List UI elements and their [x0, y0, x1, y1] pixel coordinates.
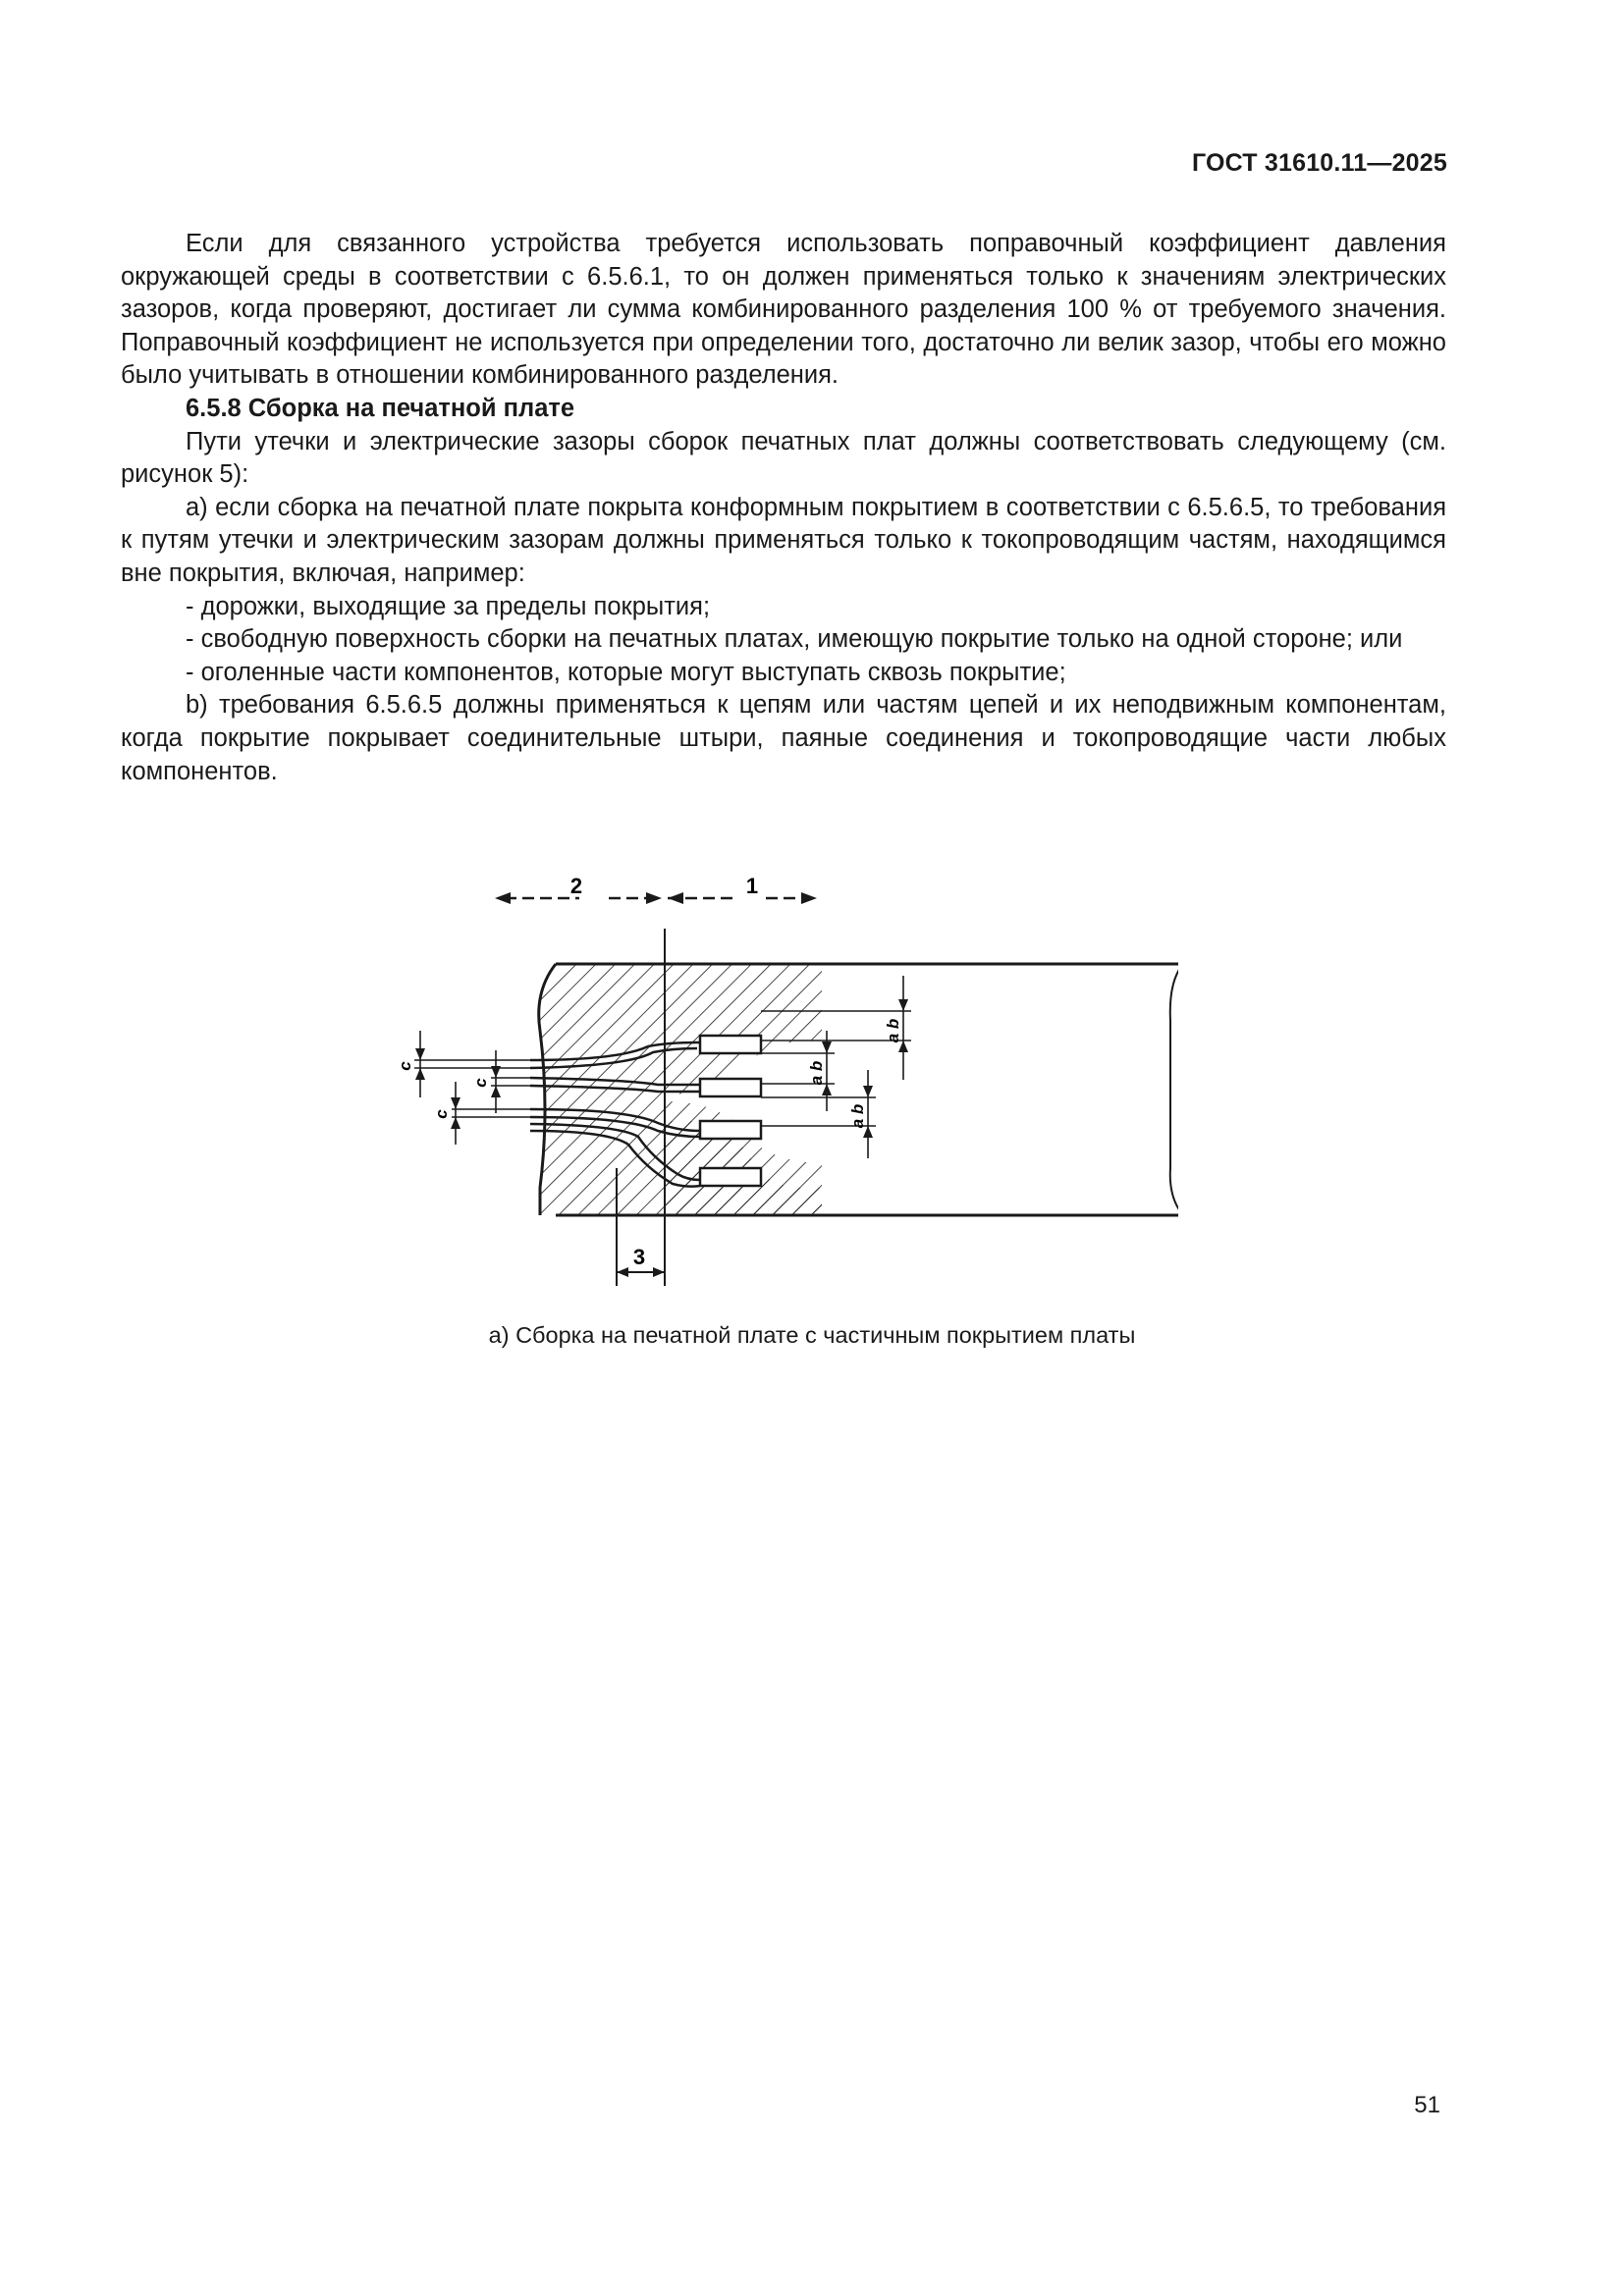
paragraph-pressure-correction: Если для связанного устройства требуется использовать поправочный коэффициент давления окружающей среды в соответствии с 6.5.6.1, то он должен применяться только к значениям электрических зазоров, когда проверяют, достигает ли сумма комбинированного разделения 100 % от требуемого значения. Поправочный коэффициент не используется при определении того, достаточно ли велик зазор, чтобы его можно было учитывать в отношении комбинированного разделения.: [121, 230, 1446, 390]
figure-caption: а) Сборка на печатной плате с частичным покрытием платы: [488, 1322, 1136, 1348]
label-c-1: c: [396, 1061, 414, 1071]
pad-1: [700, 1036, 761, 1053]
document-id-header: ГОСТ 31610.11—2025: [1191, 149, 1447, 177]
figure-pcb-partial-coating: [393, 874, 1178, 1286]
coated-area-upper: [665, 964, 822, 1095]
pcb-diagram: [393, 874, 1178, 1286]
label-ab-1: a b: [884, 1018, 902, 1043]
paragraph-item-a: a) если сборка на печатной плате покрыта конформным покрытием в соответствии с 6.5.6.5, то требования к путям утечки и электрическим зазорам должны применяться только к токопроводящим частям, находящимся вне покрытия, включая, например:: [121, 493, 1446, 587]
list-item-tracks: - дорожки, выходящие за пределы покрытия;: [186, 592, 711, 620]
pad-2: [700, 1079, 761, 1096]
label-zone-coated: 2: [569, 874, 583, 898]
pad-4: [700, 1168, 761, 1186]
body-text: [121, 228, 1446, 788]
paragraph-item-b: b) требования 6.5.6.5 должны применяться к цепям или частям цепей и их неподвижным компонентам, когда покрытие покрывает соединительные штыри, паяные соединения и токопроводящие части любых компонентов.: [121, 691, 1446, 785]
board-right-break: [1170, 964, 1178, 1215]
label-ab-2: a b: [807, 1060, 826, 1086]
pad-3: [700, 1121, 761, 1139]
label-ab-3: a b: [848, 1103, 867, 1129]
zone-arrows: [495, 892, 817, 904]
label-zone-distance: 3: [632, 1245, 646, 1269]
label-c-3: c: [432, 1109, 451, 1119]
label-c-2: c: [471, 1078, 490, 1088]
label-zone-uncoated: 1: [745, 874, 759, 898]
section-heading-6-5-8: 6.5.8 Сборка на печатной плате: [186, 394, 575, 422]
list-item-free-surface: - свободную поверхность сборки на печатных платах, имеющую покрытие только на одной стороне; или: [186, 625, 1403, 654]
coated-area: [539, 964, 822, 1215]
list-item-bare-parts: - оголенные части компонентов, которые могут выступать сквозь покрытие;: [186, 658, 1066, 686]
paragraph-intro: Пути утечки и электрические зазоры сборок печатных плат должны соответствовать следующему (см. рисунок 5):: [121, 427, 1446, 489]
page-number: 51: [1414, 2092, 1440, 2118]
